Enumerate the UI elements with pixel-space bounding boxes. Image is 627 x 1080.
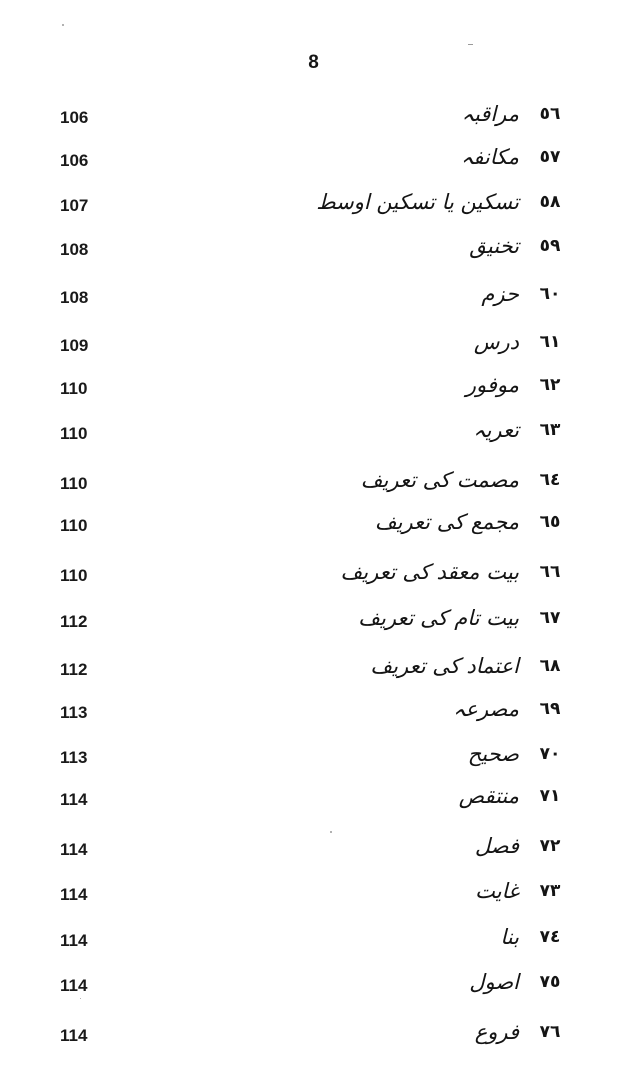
toc-title: مصرعہ (453, 697, 519, 721)
toc-page-number: 110 (60, 424, 88, 443)
toc-entry-number: ٧١ (539, 786, 561, 806)
toc-page-number: 110 (60, 566, 88, 585)
scan-speck (330, 831, 332, 833)
toc-page-number: 106 (60, 108, 89, 127)
toc-entry-number: ٦١ (539, 332, 561, 352)
toc-row (0, 328, 627, 368)
toc-entry-number: ٦٢ (539, 375, 561, 395)
toc-row (0, 508, 627, 548)
toc-page-number: 114 (60, 1026, 88, 1045)
toc-row (0, 280, 627, 320)
toc-entry-number: ٥٦ (539, 104, 561, 124)
toc-row (0, 1018, 627, 1058)
toc-entry-number: ٦٧ (539, 608, 561, 628)
toc-page-number: 108 (60, 288, 89, 307)
toc-title: مصمت کی تعریف (360, 468, 519, 492)
toc-entry-number: ٥٨ (539, 192, 561, 212)
toc-entry-number: ٧٠ (539, 744, 561, 764)
toc-row (0, 782, 627, 822)
toc-entry-number: ٦٦ (539, 562, 561, 582)
toc-page-number: 108 (60, 240, 89, 259)
toc-page-number: 106 (60, 151, 89, 170)
toc-page-number: 110 (60, 474, 88, 493)
toc-page-number: 112 (60, 660, 88, 679)
toc-entry-number: ٦٨ (539, 656, 561, 676)
toc-row (0, 466, 627, 506)
toc-page-number: 112 (60, 612, 88, 631)
toc-row (0, 877, 627, 917)
toc-entry-number: ٧٤ (539, 927, 561, 947)
toc-row (0, 695, 627, 735)
toc-row (0, 923, 627, 963)
toc-entry-number: ٦٤ (539, 470, 561, 490)
toc-entry-number: ٧٢ (539, 836, 561, 856)
scan-speck (80, 998, 81, 999)
toc-title: تخنیق (469, 234, 519, 258)
toc-row (0, 100, 627, 140)
toc-page-number: 110 (60, 516, 88, 535)
toc-row (0, 832, 627, 872)
toc-title: موفور (465, 373, 519, 397)
page-number: 8 (308, 52, 319, 73)
toc-entry-number: ٥٩ (539, 236, 561, 256)
toc-row (0, 558, 627, 598)
toc-title: بنا (500, 925, 519, 949)
toc-entry-number: ٧٥ (539, 972, 561, 992)
toc-row (0, 188, 627, 228)
toc-title: غایت (475, 879, 519, 903)
toc-row (0, 652, 627, 692)
toc-row (0, 371, 627, 411)
toc-page-number: 113 (60, 703, 88, 722)
toc-entry-number: ٦٥ (539, 512, 561, 532)
toc-page-number: 114 (60, 976, 88, 995)
toc-row (0, 740, 627, 780)
toc-entry-number: ٧٣ (539, 881, 561, 901)
toc-entry-number: ٦٩ (539, 699, 561, 719)
toc-title: اعتماد کی تعریف (370, 654, 519, 678)
toc-title: فروع (474, 1020, 519, 1044)
toc-row (0, 604, 627, 644)
toc-row (0, 416, 627, 456)
toc-title: تعریہ (473, 418, 519, 442)
toc-title: منتقص (458, 784, 519, 808)
toc-title: اصول (469, 970, 519, 994)
toc-title: فصل (474, 834, 519, 858)
toc-entry-number: ٦٠ (539, 284, 561, 304)
toc-title: مجمع کی تعریف (374, 510, 519, 534)
toc-page-number: 114 (60, 790, 88, 809)
toc-row (0, 143, 627, 183)
toc-page-number: 113 (60, 748, 88, 767)
toc-title: مکانفہ (460, 145, 519, 169)
toc-page-number: 114 (60, 840, 88, 859)
toc-entry-number: ٥٧ (539, 147, 561, 167)
toc-title: مراقبہ (461, 102, 519, 126)
toc-entry-number: ٦٣ (539, 420, 561, 440)
toc-title: بیت تام کی تعریف (358, 606, 519, 630)
toc-title: حزم (481, 282, 519, 306)
toc-title: بیت معقد کی تعریف (340, 560, 519, 584)
toc-title: تسکین یا تسکین اوسط (316, 190, 519, 214)
scan-speck (468, 44, 473, 45)
toc-title: صحیح (467, 742, 519, 766)
toc-page-number: 114 (60, 885, 88, 904)
toc-page-number: 107 (60, 196, 89, 215)
toc-row (0, 232, 627, 272)
toc-page-number: 110 (60, 379, 88, 398)
toc-page-number: 109 (60, 336, 89, 355)
toc-row (0, 968, 627, 1008)
toc-page-number: 114 (60, 931, 88, 950)
scan-speck (62, 24, 64, 26)
toc-entry-number: ٧٦ (539, 1022, 561, 1042)
toc-title: درس (473, 330, 519, 354)
